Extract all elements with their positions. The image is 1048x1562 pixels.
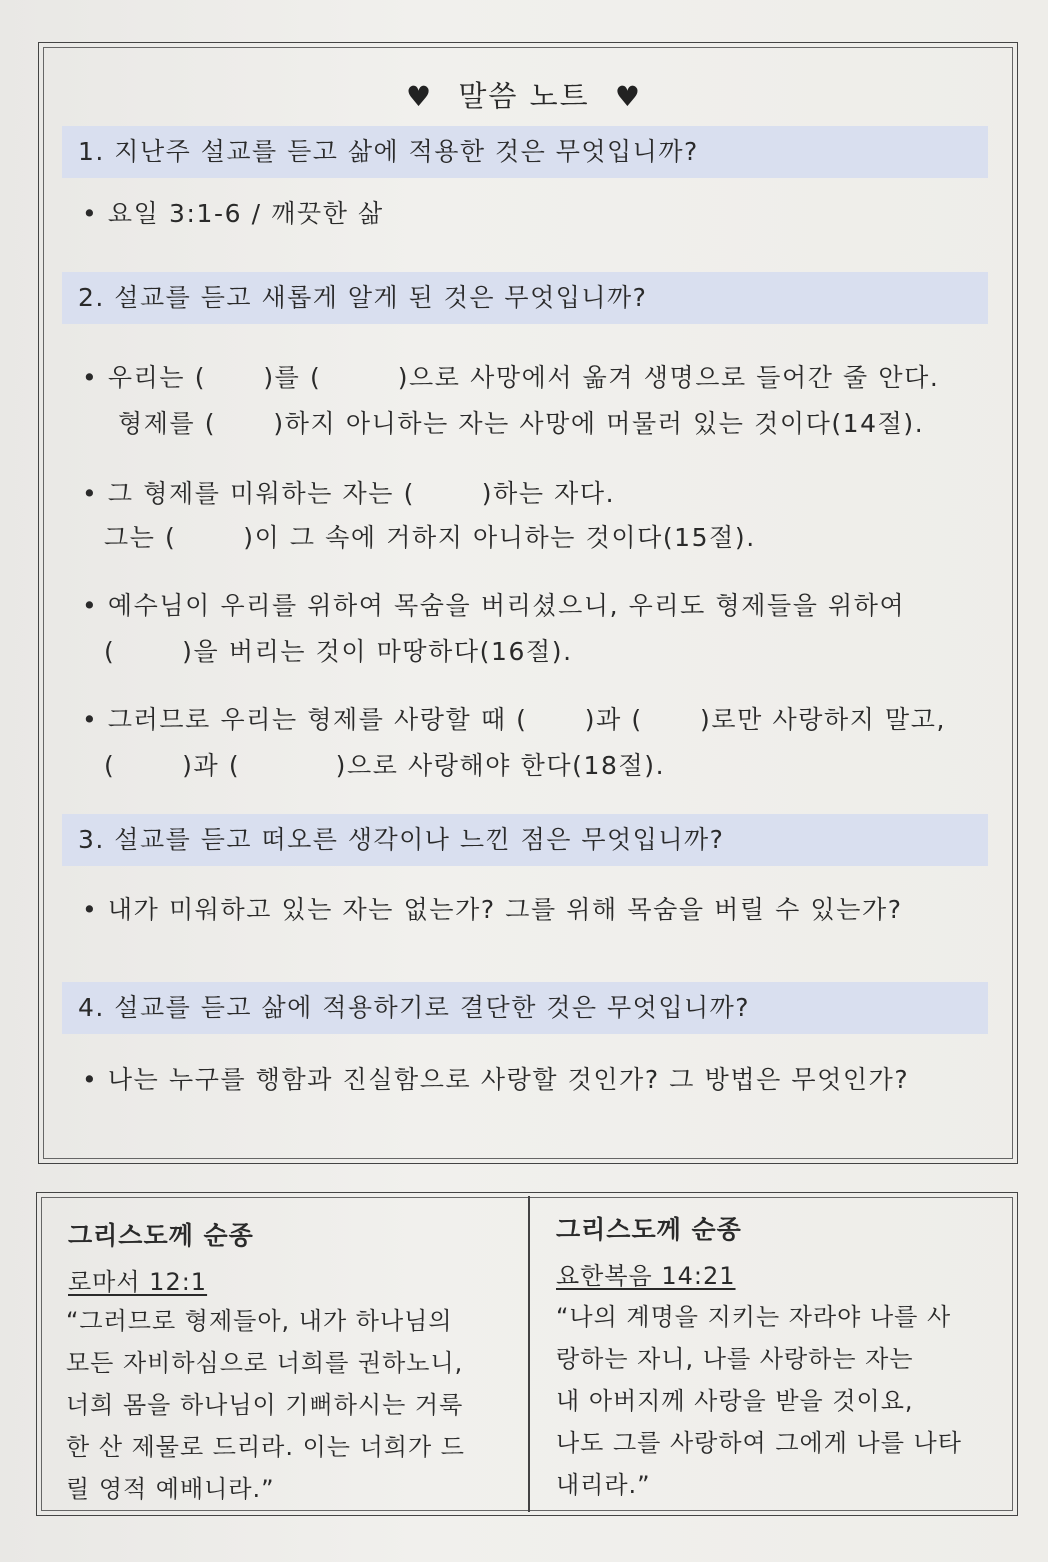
- question-1-header: 1. 지난주 설교를 듣고 삶에 적용한 것은 무엇입니까?: [62, 126, 988, 178]
- verse-right-title: 그리스도께 순종: [556, 1215, 742, 1244]
- verse-line: 내리라.”: [556, 1471, 651, 1499]
- note-title: [0, 74, 1048, 115]
- answer-4-line: • 나는 누구를 행함과 진실함으로 사랑할 것인가? 그 방법은 무엇인가?: [82, 1065, 910, 1094]
- verse-line: 릴 영적 예배니라.”: [66, 1475, 275, 1503]
- verse-line: 한 산 제물로 드리라. 이는 너희가 드: [66, 1433, 465, 1461]
- heart-icon-left: ♥: [406, 80, 434, 113]
- verse-right-reference: 요한복음 14:21: [556, 1262, 736, 1290]
- question-4-header: 4. 설교를 듣고 삶에 적용하기로 결단한 것은 무엇입니까?: [62, 982, 988, 1034]
- answer-2-line: • 우리는 ( )를 ( )으로 사망에서 옮겨 생명으로 들어간 줄 안다.: [82, 363, 940, 392]
- heart-icon-right: ♥: [614, 80, 642, 113]
- verse-left-title: 그리스도께 순종: [68, 1221, 254, 1250]
- verse-line: 랑하는 자니, 나를 사랑하는 자는: [556, 1345, 914, 1373]
- answer-3-line: • 내가 미워하고 있는 자는 없는가? 그를 위해 목숨을 버릴 수 있는가?: [82, 895, 903, 924]
- verse-left-text: [66, 1300, 465, 1510]
- answer-1-line: • 요일 3:1-6 / 깨끗한 삶: [82, 199, 384, 228]
- verse-line: “그러므로 형제들아, 내가 하나님의: [66, 1307, 453, 1335]
- answer-2-line: ( )과 ( )으로 사랑해야 한다(18절).: [104, 751, 666, 780]
- answer-2-line: 그는 ( )이 그 속에 거하지 아니하는 것이다(15절).: [104, 523, 756, 552]
- question-2-header: 2. 설교를 듣고 새롭게 알게 된 것은 무엇입니까?: [62, 272, 988, 324]
- note-title-text: 말씀 노트: [458, 79, 590, 113]
- verse-right-text: [556, 1296, 962, 1506]
- answer-2-line: • 그 형제를 미워하는 자는 ( )하는 자다.: [82, 479, 616, 508]
- verse-line: 모든 자비하심으로 너희를 권하노니,: [66, 1349, 464, 1377]
- verse-line: 내 아버지께 사랑을 받을 것이요,: [556, 1387, 914, 1415]
- answer-2-line: ( )을 버리는 것이 마땅하다(16절).: [104, 637, 573, 666]
- verse-line: “나의 계명을 지키는 자라야 나를 사: [556, 1303, 952, 1331]
- verse-left-reference: 로마서 12:1: [68, 1268, 208, 1296]
- question-3-header: 3. 설교를 듣고 떠오른 생각이나 느낀 점은 무엇입니까?: [62, 814, 988, 866]
- answer-2-line: • 예수님이 우리를 위하여 목숨을 버리셨으니, 우리도 형제들을 위하여: [82, 591, 906, 620]
- answer-2-line: • 그러므로 우리는 형제를 사랑할 때 ( )과 ( )로만 사랑하지 말고,: [82, 705, 947, 734]
- answer-2-line: 형제를 ( )하지 아니하는 자는 사망에 머물러 있는 것이다(14절).: [118, 409, 925, 438]
- verse-divider: [528, 1196, 530, 1512]
- verse-line: 너희 몸을 하나님이 기뻐하시는 거룩: [66, 1391, 464, 1419]
- verse-line: 나도 그를 사랑하여 그에게 나를 나타: [556, 1429, 962, 1457]
